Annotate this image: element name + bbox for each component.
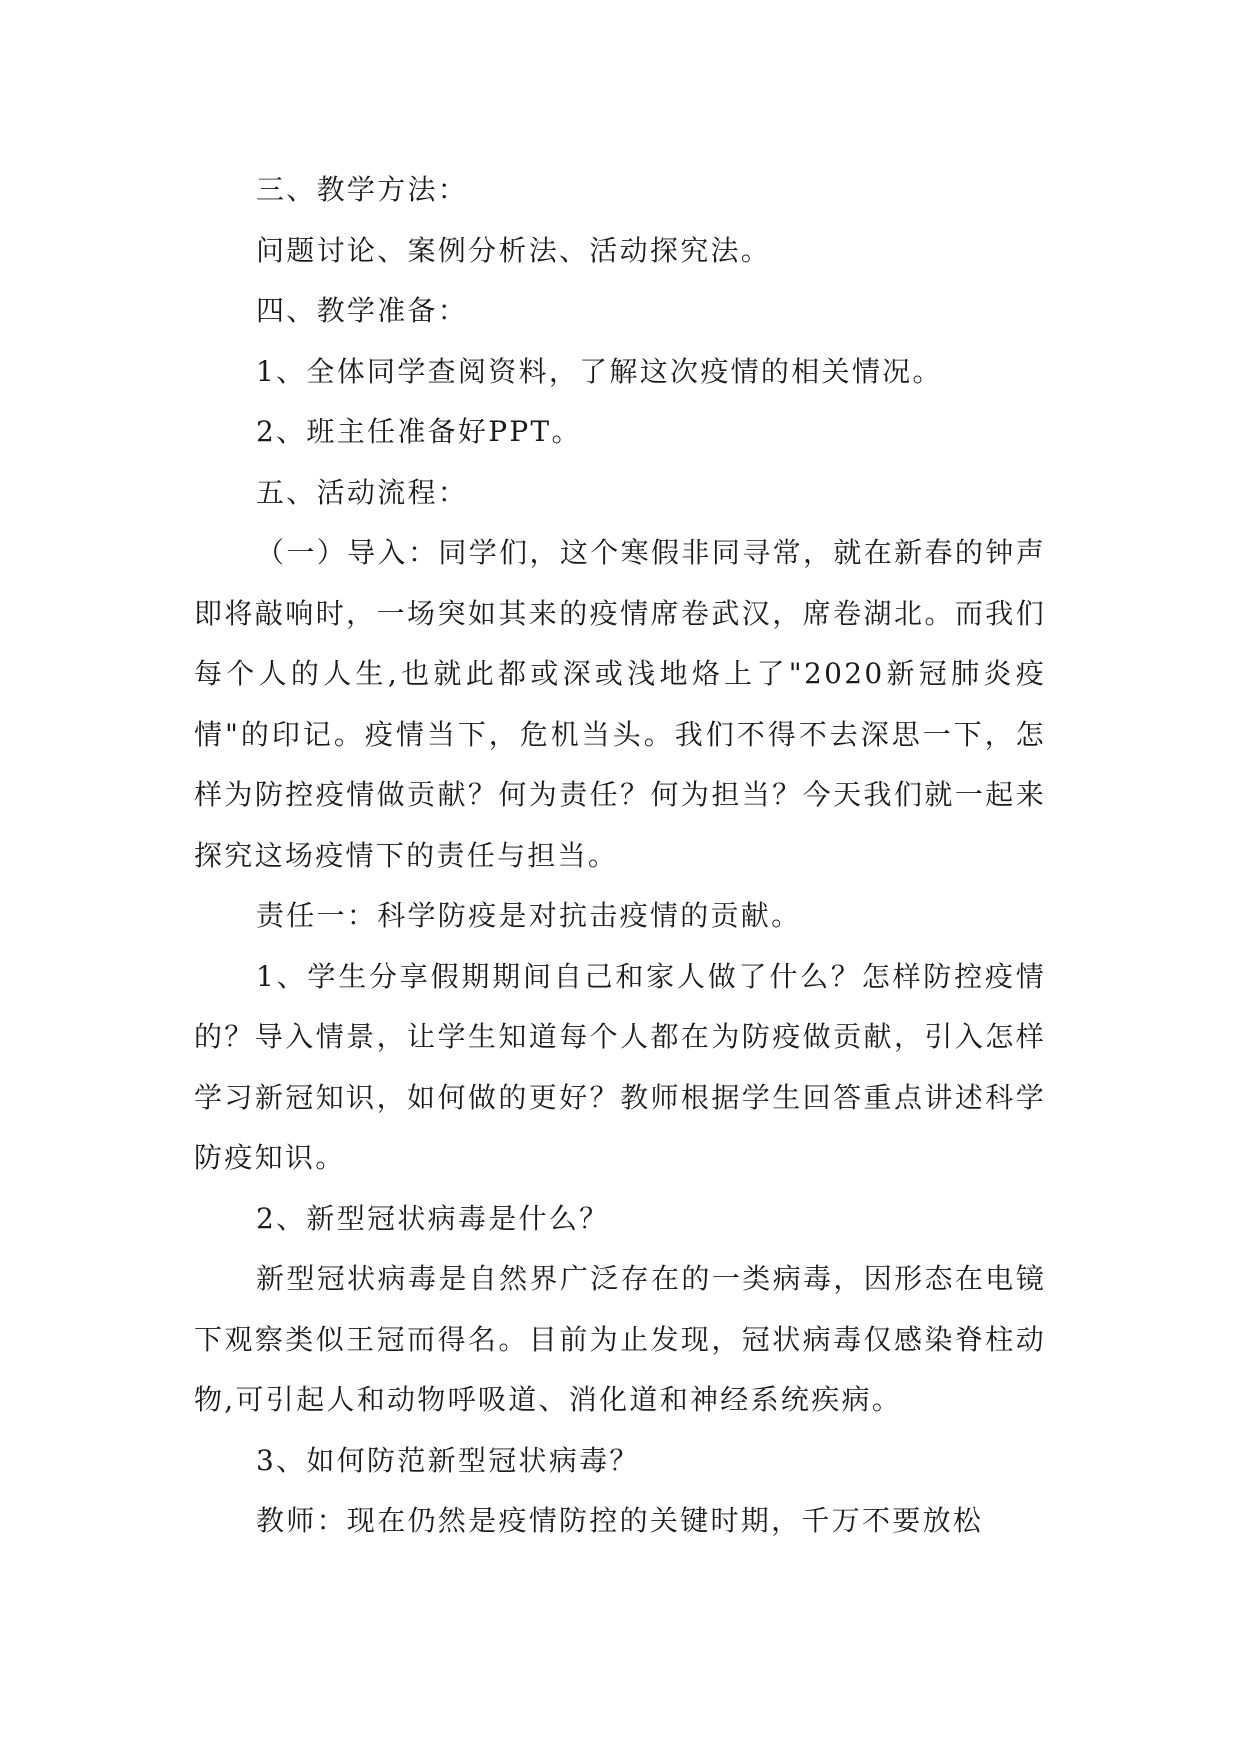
preparation-item-2: 2、班主任准备好PPT。	[256, 415, 582, 448]
teacher-statement: 教师：现在仍然是疫情防控的关键时期，千万不要放松	[256, 1504, 984, 1537]
responsibility-item-1: 1、学生分享假期期间自己和家人做了什么？怎样防控疫情的？导入情景，让学生知道每个人都在为防疫做贡献，引入怎样学习新冠知识，如何做的更好？教师根据学生回答重点讲述科学防疫知识。	[194, 959, 1046, 1174]
heading-teaching-preparation: 四、教学准备：	[256, 294, 469, 327]
responsibility-item-3: 3、如何防范新型冠状病毒？	[256, 1443, 640, 1477]
introduction-paragraph: （一）导入：同学们，这个寒假非同寻常，就在新春的钟声即将敲响时，一场突如其来的疫情席卷武汉，席卷湖北。而我们每个人的人生,也就此都或深或浅地烙上了"2020新冠肺炎疫情"的印记。疫情当下，危机当头。我们不得不去深思一下，怎样为防控疫情做贡献？何为责任？何为担当？今天我们就一起来探究这场疫情下的责任与担当。	[194, 536, 1046, 872]
teaching-methods-text: 问题讨论、案例分析法、活动探究法。	[256, 233, 772, 267]
document-body	[194, 160, 1046, 1552]
heading-activity-process: 五、活动流程：	[256, 475, 469, 509]
preparation-item-1: 1、全体同学查阅资料，了解这次疫情的相关情况。	[256, 354, 943, 388]
responsibility-one-heading: 责任一：科学防疫是对抗击疫情的贡献。	[256, 899, 802, 932]
coronavirus-description: 新型冠状病毒是自然界广泛存在的一类病毒，因形态在电镜下观察类似王冠而得名。目前为止发现，冠状病毒仅感染脊柱动物,可引起人和动物呼吸道、消化道和神经系统疾病。	[194, 1262, 1046, 1416]
responsibility-item-2: 2、新型冠状病毒是什么？	[256, 1201, 610, 1235]
heading-teaching-methods: 三、教学方法：	[256, 173, 469, 206]
